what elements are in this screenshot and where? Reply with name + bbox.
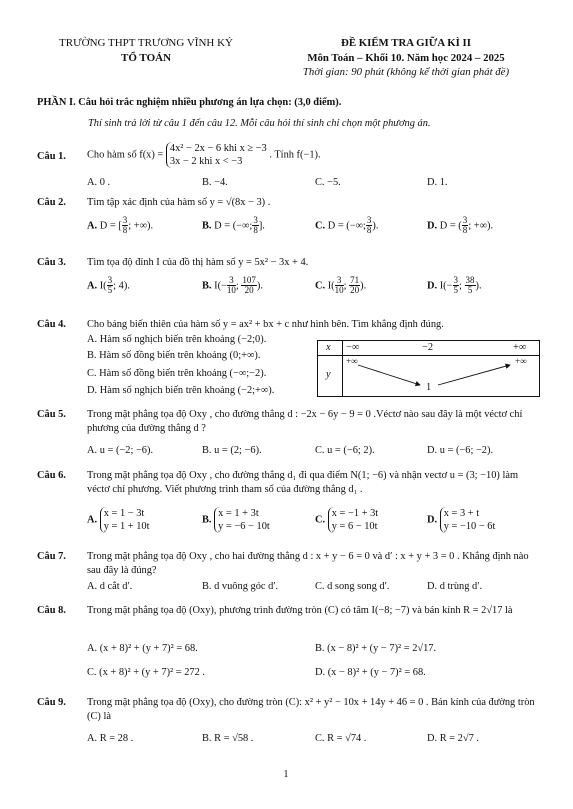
- subject-line: Môn Toán – Khối 10. Năm học 2024 – 2025: [307, 51, 505, 64]
- question-2: [37, 196, 542, 246]
- option-a[interactable]: A. u = (−2; −6).: [87, 445, 154, 456]
- option-a[interactable]: A. 0 .: [87, 177, 111, 188]
- option-suffix: ).: [372, 220, 379, 232]
- x-header: x: [326, 342, 331, 353]
- question-label: Câu 6.: [37, 470, 66, 481]
- option-a[interactable]: [87, 507, 150, 533]
- option-b[interactable]: B. I(− $\frac{3}{10}$ ; $\frac{107}{20}$ ).: [202, 275, 263, 296]
- option-c[interactable]: C. u = (−6; 2).: [315, 445, 375, 456]
- option-b[interactable]: [202, 507, 270, 533]
- question-label: Câu 7.: [37, 551, 66, 562]
- option-sep: ;: [235, 280, 242, 292]
- header-left: [40, 36, 252, 66]
- time-line: Thời gian: 90 phút (không kể thời gian phát đề): [302, 66, 510, 79]
- option-prefix: D = (−∞;: [214, 220, 253, 232]
- option-letter: B.: [202, 514, 212, 526]
- option-letter: C.: [315, 514, 326, 526]
- option-suffix: ; +∞).: [128, 220, 154, 232]
- x-mid: −2: [422, 342, 434, 353]
- option-b[interactable]: B. d vuông góc d′.: [202, 581, 279, 592]
- option-b[interactable]: B. (x − 8)² + (y − 7)² = 2√17.: [315, 643, 437, 654]
- option-suffix: ; +∞).: [468, 220, 494, 232]
- option-d[interactable]: [427, 216, 493, 236]
- fraction: $\frac{107}{20}$: [242, 275, 256, 296]
- question-8: [37, 604, 542, 686]
- option-letter: A.: [87, 280, 98, 292]
- system-brace: x = 1 + 3t y = −6 − 10t: [214, 507, 270, 533]
- y-header: y: [326, 369, 331, 380]
- option-d[interactable]: D. (x − 8)² + (y − 7)² = 68.: [315, 667, 426, 678]
- question-label: Câu 9.: [37, 697, 66, 708]
- section-title: PHẦN I. Câu hỏi trắc nghiệm nhiều phương án lựa chọn: (3,0 điểm).: [37, 97, 342, 108]
- option-c[interactable]: C. R = √74 .: [315, 733, 367, 744]
- system-brace: x = 3 + t y = −10 − 6t: [440, 507, 496, 533]
- option-prefix: I(: [99, 280, 107, 292]
- option-letter: A.: [87, 220, 98, 232]
- y-left: +∞: [346, 356, 358, 366]
- question-label: Câu 8.: [37, 605, 66, 616]
- option-sep: ;: [459, 280, 465, 292]
- option-b[interactable]: [202, 216, 265, 236]
- option-suffix: ].: [258, 220, 265, 232]
- option-a[interactable]: [87, 216, 153, 236]
- option-d[interactable]: D. d trùng d′.: [427, 581, 483, 592]
- option-b[interactable]: B. u = (2; −6).: [202, 445, 262, 456]
- option-d[interactable]: [427, 507, 495, 533]
- y-min: 1: [426, 382, 432, 393]
- question-label: Câu 2.: [37, 197, 66, 208]
- fraction: $\frac{38}{5}$: [465, 275, 475, 296]
- y-right: +∞: [515, 356, 527, 366]
- fraction: $\frac{3}{8}$: [462, 215, 468, 236]
- fraction: $\frac{3}{8}$: [122, 215, 128, 236]
- option-letter: C.: [315, 280, 326, 292]
- fraction: $\frac{3}{8}$: [253, 215, 258, 236]
- option-letter: C.: [315, 220, 326, 232]
- question-text: Cho bảng biến thiên của hàm số y = ax² + bx + c như hình bên. Tìm khẳng định đúng.: [87, 319, 444, 330]
- question-text: Trong mặt phẳng tọa độ Oxy , cho đường thẳng d : −2x − 6y − 9 = 0 .Véctơ nào sau đây là một véctơ chỉ phương của đường thẳng d ?: [87, 409, 523, 435]
- question-9: [37, 696, 542, 746]
- x-left: −∞: [346, 342, 360, 353]
- option-letter: B.: [202, 280, 212, 292]
- option-b[interactable]: B. Hàm số đồng biến trên khoảng (0;+∞).: [87, 350, 261, 361]
- option-c[interactable]: C. d song song d′.: [315, 581, 390, 592]
- option-a[interactable]: A. R = 28 .: [87, 733, 134, 744]
- option-letter: B.: [202, 220, 212, 232]
- system-brace: x = −1 + 3t y = 6 − 10t: [328, 507, 378, 533]
- option-d[interactable]: D. R = 2√7 .: [427, 733, 479, 744]
- question-6: [37, 469, 542, 537]
- fraction: $\frac{71}{20}$: [350, 275, 360, 296]
- question-4: [37, 318, 542, 402]
- option-prefix: D = (−∞;: [327, 220, 366, 232]
- fraction: $\frac{3}{5}$: [107, 275, 113, 296]
- question-label: Câu 4.: [37, 319, 66, 330]
- q1-case2: 3x − 2 khi x < −3: [169, 156, 243, 167]
- section-instruction: Thí sinh trả lời từ câu 1 đến câu 12. Mỗi câu hỏi thí sinh chỉ chọn một phương án.: [88, 118, 431, 129]
- school-name: TRƯỜNG THPT TRƯƠNG VĨNH KÝ: [59, 37, 233, 49]
- option-c[interactable]: [315, 216, 378, 236]
- header-right: [275, 36, 537, 80]
- option-d[interactable]: D. Hàm số nghịch biến trên khoảng (−2;+∞).: [87, 385, 275, 396]
- option-prefix: I(: [327, 280, 335, 292]
- option-b[interactable]: B. R = √58 .: [202, 733, 254, 744]
- exam-title: ĐỀ KIỂM TRA GIỮA KÌ II: [341, 37, 471, 49]
- question-7: [37, 550, 542, 598]
- fraction: $\frac{3}{8}$: [366, 215, 372, 236]
- option-d[interactable]: D. I(− $\frac{3}{5}$ ; $\frac{38}{5}$ ).: [427, 275, 482, 296]
- option-a[interactable]: A. d cắt d′.: [87, 581, 133, 592]
- option-prefix: D = [: [99, 220, 122, 232]
- option-d[interactable]: D. 1.: [427, 177, 448, 188]
- fraction: $\frac{3}{5}$: [453, 275, 458, 296]
- fraction: $\frac{3}{10}$: [226, 275, 236, 296]
- question-text: Trong mặt phẳng tọa độ Oxy , cho hai đường thẳng d : x + y − 6 = 0 và d′ : x + y + 3 = 0 . Khẳng định nào sau đây là đúng?: [87, 551, 529, 577]
- option-c[interactable]: C. Hàm số đồng biến trên khoảng (−∞;−2).: [87, 368, 267, 379]
- variation-table: [317, 340, 540, 397]
- q1-pre: Cho hàm số f(x) =: [87, 149, 164, 161]
- q1-case1: 4x² − 2x − 6 khi x ≥ −3: [169, 143, 267, 154]
- question-text: Trong mặt phẳng tọa độ (Oxy), phương trình đường tròn (C) có tâm I(−8; −7) và bán kính R = 2√17 là: [87, 605, 513, 616]
- piecewise-brace: [166, 142, 267, 168]
- question-label: Câu 5.: [37, 409, 66, 420]
- option-a[interactable]: A. Hàm số nghịch biến trên khoảng (−2;0).: [87, 334, 267, 345]
- option-c[interactable]: C. −5.: [315, 177, 341, 188]
- fraction: $\frac{3}{10}$: [334, 275, 344, 296]
- option-letter: D.: [427, 514, 438, 526]
- department-name: TỔ TOÁN: [120, 51, 172, 64]
- option-c[interactable]: C. I( $\frac{3}{10}$ ; $\frac{71}{20}$ ).: [315, 275, 367, 296]
- decrease-arrow: [358, 365, 420, 385]
- option-letter: A.: [87, 514, 98, 526]
- increase-arrow: [438, 365, 510, 385]
- option-d[interactable]: D. u = (−6; −2).: [427, 445, 494, 456]
- question-5: [37, 408, 542, 458]
- page-number: 1: [283, 769, 289, 780]
- x-right: +∞: [513, 342, 527, 353]
- question-label: Câu 3.: [37, 257, 66, 268]
- question-text: Tìm tập xác định của hàm số y = √(8x − 3) .: [87, 197, 271, 208]
- system-brace: x = 1 − 3t y = 1 + 10t: [100, 507, 150, 533]
- q1-post: . Tính f(−1).: [269, 149, 321, 161]
- question-3: [37, 256, 542, 306]
- option-letter: D.: [427, 220, 438, 232]
- option-prefix: D = (: [439, 220, 462, 232]
- option-prefix: I(−: [439, 280, 453, 292]
- question-text: Trong mặt phẳng tọa độ Oxy , cho đường thẳng d₁ đi qua điểm N(1; −6) và nhận vectơ u = (3; −10) làm véctơ chỉ phương. Viết phương trình tham số của đường thẳng d₁ .: [87, 470, 519, 496]
- question-text: [87, 142, 542, 168]
- option-b[interactable]: B. −4.: [202, 177, 228, 188]
- option-a[interactable]: [87, 276, 130, 296]
- question-label: Câu 1.: [37, 151, 66, 162]
- question-1: [37, 140, 542, 190]
- option-prefix: I(−: [214, 280, 227, 292]
- option-sep: ;: [343, 280, 350, 292]
- question-text: Tìm tọa độ đỉnh I của đồ thị hàm số y = 5x² − 3x + 4.: [87, 257, 309, 268]
- variation-arrows: [318, 341, 539, 396]
- option-c[interactable]: [315, 507, 378, 533]
- option-c[interactable]: C. (x + 8)² + (y + 7)² = 272 .: [87, 667, 205, 678]
- option-letter: D.: [427, 280, 438, 292]
- option-a[interactable]: A. (x + 8)² + (y + 7)² = 68.: [87, 643, 198, 654]
- question-text: Trong mặt phẳng tọa độ (Oxy), cho đường tròn (C): x² + y² − 10x + 14y + 46 = 0 . Bán kính của đường tròn (C) là: [87, 697, 535, 723]
- option-suffix: ; 4).: [113, 280, 130, 292]
